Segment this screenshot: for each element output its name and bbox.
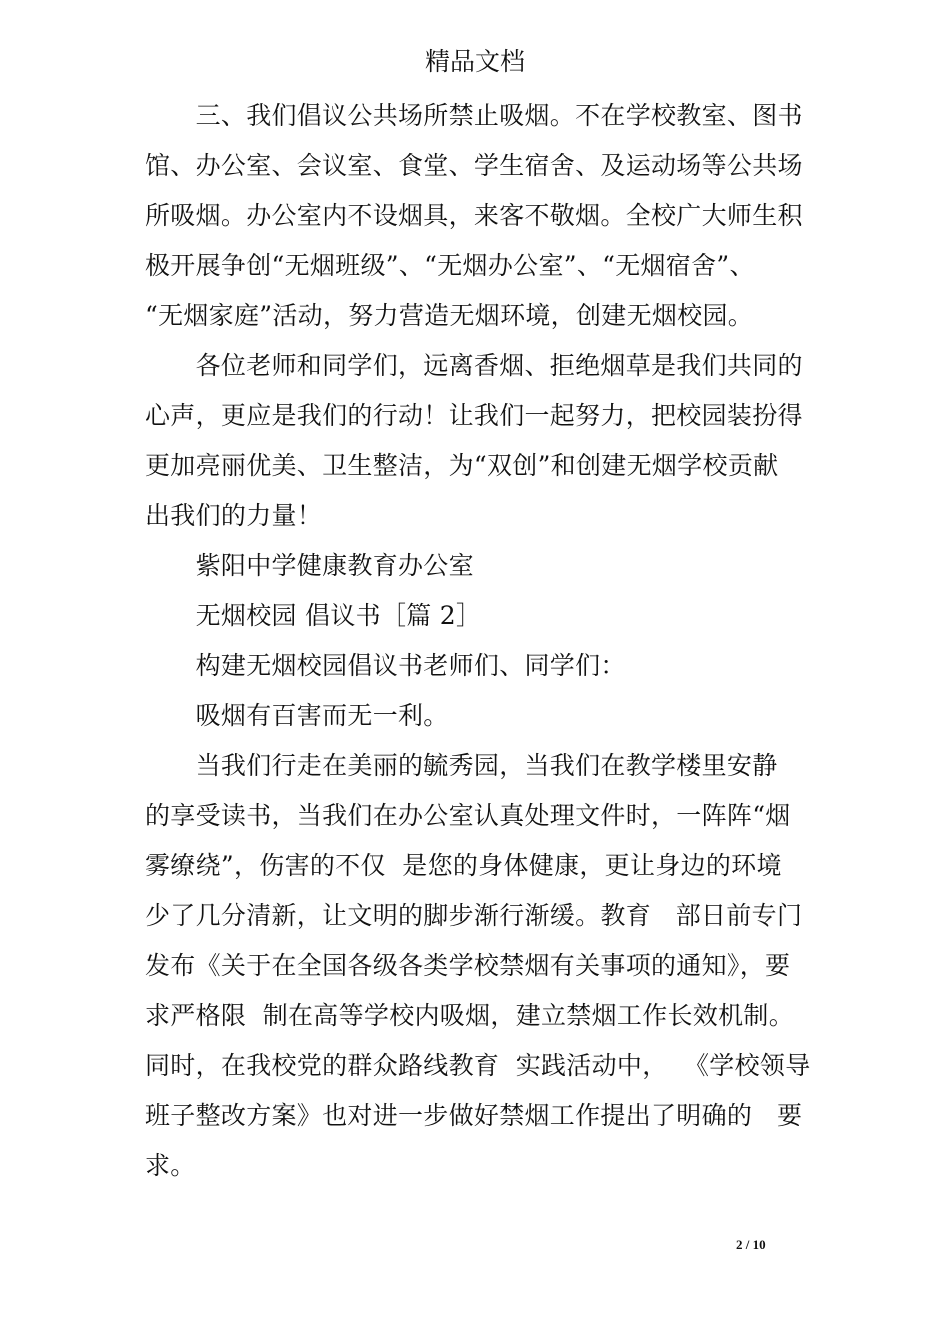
text-line: 同时，在我校党的群众路线教育 实践活动中， 《学校领导 bbox=[145, 1051, 811, 1080]
text-line: 馆、办公室、会议室、食堂、学生宿舍、及运动场等公共场 bbox=[145, 151, 803, 180]
page-header-title: 精品文档 bbox=[424, 47, 525, 76]
text-line: 极开展争创“无烟班级”、“无烟办公室”、“无烟宿舍”、 bbox=[145, 251, 755, 280]
text-line: 的享受读书，当我们在办公室认真处理文件时，一阵阵“烟 bbox=[145, 801, 791, 830]
text-line: 吸烟有百害而无一利。 bbox=[145, 701, 449, 730]
text-line: 更加亮丽优美、卫生整洁，为“双创”和创建无烟学校贡献 bbox=[145, 451, 779, 480]
text-line: 心声，更应是我们的行动！让我们一起努力，把校园装扮得 bbox=[145, 401, 803, 430]
text-line: 班子整改方案》也对进一步做好禁烟工作提出了明确的 要 bbox=[145, 1101, 803, 1130]
text-line: 少了几分清新，让文明的脚步渐行渐缓。教育 部日前专门 bbox=[145, 901, 803, 930]
text-line: 发布《关于在全国各级各类学校禁烟有关事项的通知》，要 bbox=[145, 951, 791, 980]
page-number: 2 / 10 bbox=[736, 1237, 766, 1252]
text-line: 当我们行走在美丽的毓秀园，当我们在教学楼里安静 bbox=[145, 751, 778, 780]
signature-line: 紫阳中学健康教育办公室 bbox=[145, 551, 474, 580]
text-line: 雾缭绕”，伤害的不仅 是您的身体健康，更让身边的环境 bbox=[145, 851, 782, 880]
text-line: “无烟家庭”活动，努力营造无烟环境，创建无烟校园。 bbox=[145, 301, 754, 330]
text-line: 求严格限 制在高等学校内吸烟，建立禁烟工作长效机制。 bbox=[145, 1001, 794, 1030]
text-line: 求。 bbox=[145, 1151, 196, 1180]
text-line: 构建无烟校园倡议书老师们、同学们： bbox=[145, 651, 626, 680]
text-line: 所吸烟。办公室内不设烟具，来客不敬烟。全校广大师生积 bbox=[145, 201, 803, 230]
text-line: 三、我们倡议公共场所禁止吸烟。不在学校教室、图书 bbox=[145, 101, 803, 130]
section-title: 无烟校园 倡议书［篇 2］ bbox=[145, 601, 482, 630]
text-line: 各位老师和同学们，远离香烟、拒绝烟草是我们共同的 bbox=[145, 351, 803, 380]
text-line: 出我们的力量！ bbox=[145, 501, 323, 530]
